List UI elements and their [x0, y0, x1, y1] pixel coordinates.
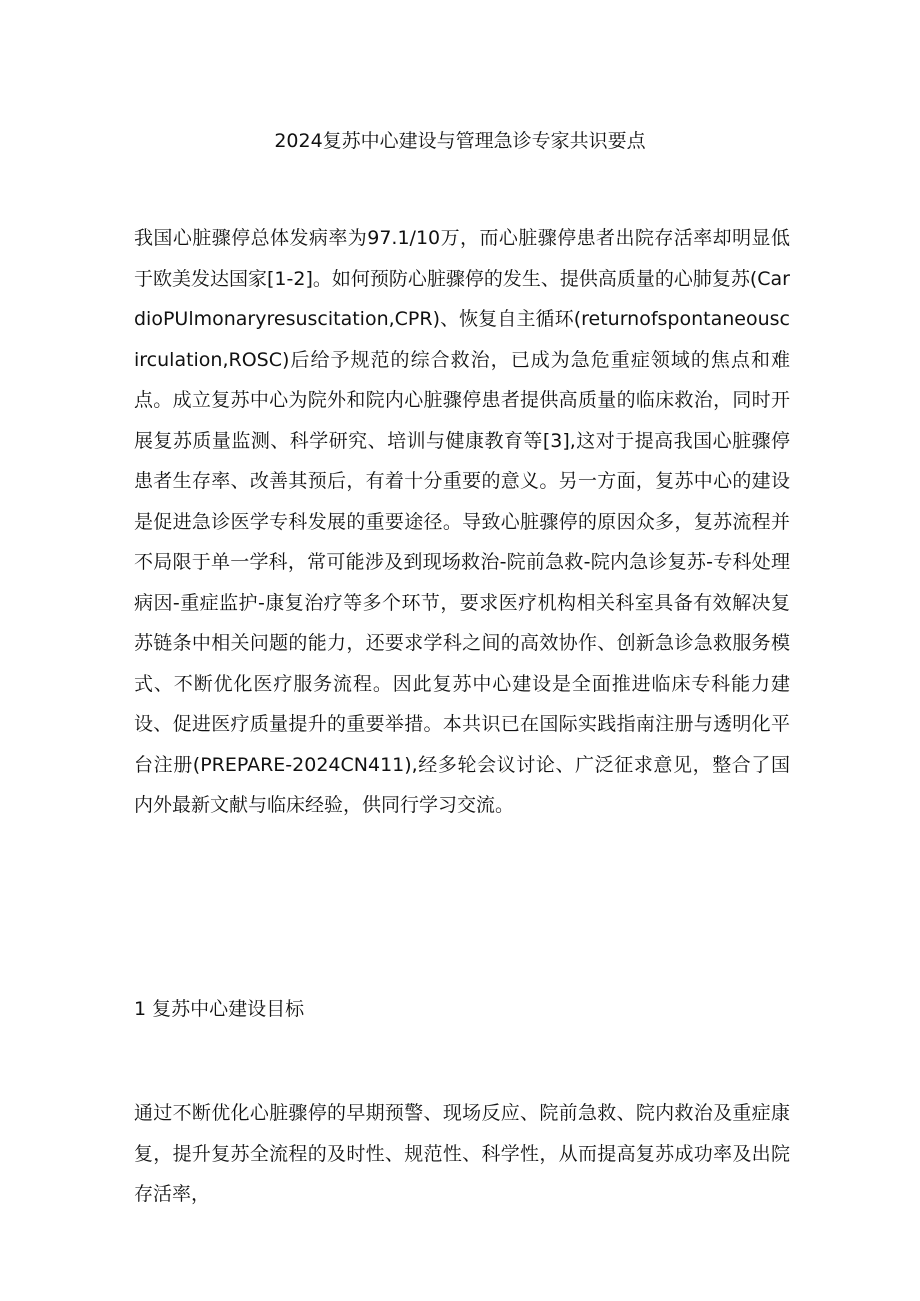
section-heading: 1 复苏中心建设目标 — [134, 998, 305, 1020]
document-title: 2024复苏中心建设与管理急诊专家共识要点 — [274, 130, 646, 152]
section-paragraph: 通过不断优化心脏骤停的早期预警、现场反应、院前急救、院内救治及重症康复，提升复苏全流程的及时性、规范性、科学性，从而提高复苏成功率及出院存活率， — [134, 1102, 790, 1205]
intro-paragraph: 我国心脏骤停总体发病率为97.1/10万，而心脏骤停患者出院存活率却明显低于欧美发达国家[1-2]。如何预防心脏骤停的发生、提供高质量的心肺复苏(CardioPUlmonaryresuscitation,CPR)、恢复自主循环(returnofspontaneouscirculation,ROSC)后给予规范的综合救治，已成为急危重症领域的焦点和难点。成立复苏中心为院外和院内心脏骤停患者提供高质量的临床救治，同时开展复苏质量监测、科学研究、培训与健康教育等[3],这对于提高我国心脏骤停患者生存率、改善其预后，有着十分重要的意义。另一方面，复苏中心的建设是促进急诊医学专科发展的重要途径。导致心脏骤停的原因众多，复苏流程并不局限于单一学科，常可能涉及到现场救治-院前急救-院内急诊复苏-专科处理病因-重症监护-康复治疗等多个环节，要求医疗机构相关科室具备有效解决复苏链条中相关问题的能力，还要求学科之间的高效协作、创新急诊急救服务模式、不断优化医疗服务流程。因此复苏中心建设是全面推进临床专科能力建设、促进医疗质量提升的重要举措。本共识已在国际实践指南注册与透明化平台注册(PREPARE-2024CN411),经多轮会议讨论、广泛征求意见，整合了国内外最新文献与临床经验，供同行学习交流。 — [134, 227, 790, 816]
